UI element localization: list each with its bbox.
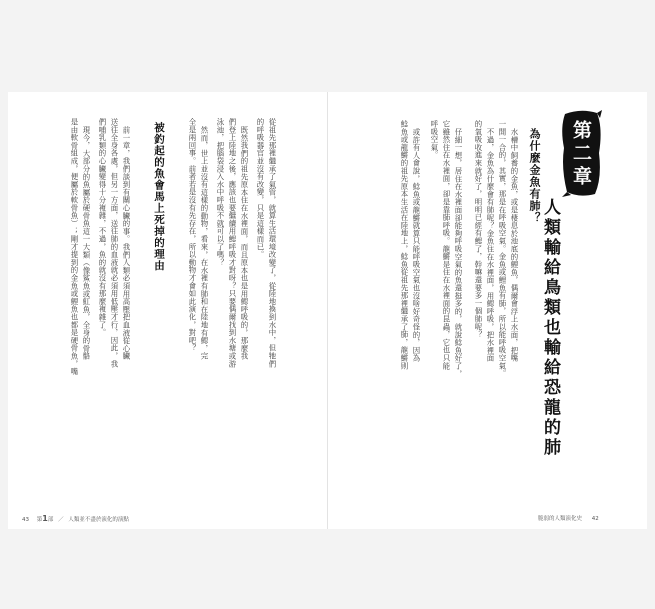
page-number-left: 43 — [22, 517, 29, 523]
page-number-right: 42 — [591, 516, 599, 522]
footer-right-title: 脆弱的人類演化史 — [538, 516, 583, 522]
paragraph-line: 既然我們的祖先原本住在水裡面，而且原本也是用鰓呼吸的，那麼我 — [240, 126, 249, 360]
page-gutter — [327, 92, 328, 529]
footer-left: 43 第1部 ／ 人類並不盡於演化的演點 — [22, 514, 129, 523]
paragraph-line: 前一章，我們談到有關心臟的事。我們人類必須用高壓把血液從心臟 — [122, 126, 131, 360]
paragraph-line: 水槽中飼養的金魚，或是棲息於池底的鯉魚，偶爾會浮上水面，把嘴 — [510, 128, 519, 362]
footer-left-title: 人類並不盡於演化的演點 — [68, 517, 129, 523]
section-heading-lungs: 為什麼金魚有肺？ — [528, 128, 541, 224]
footer-right — [538, 514, 599, 522]
paragraph-line: 不過，金魚為什麼會有肺呢？金魚住在水裡面，用鰓呼吸，把水裡面 — [486, 128, 495, 362]
paragraph-line: 呼吸空氣。 — [430, 120, 439, 159]
chapter-title: 人類輸給鳥類也輸給恐龍的肺 — [540, 198, 560, 458]
paragraph-line: 泳池，把腦袋浸入水中呼吸不就可以了嗎？ — [216, 118, 225, 267]
paragraph-line: 它雖然住在水裡面，卻是靠肺呼吸。龍鱂是住在水裡面的昆蟲，它也只能 — [442, 120, 451, 370]
paragraph-line: 仔細一想，居住在水裡面卻能夠呼吸空氣的魚還挺多的，就說鯰魚好了， — [454, 128, 463, 378]
paragraph-line: 們登上陸地之後，應該也要繼續用鰓呼吸才對呀？只要偶爾找到水塘或游 — [228, 118, 237, 368]
paragraph-line: 送往全身各處，但另一方面，送往肺的血液就必須用低壓才行，因此，我 — [110, 118, 119, 368]
part-prefix: 第 — [36, 517, 43, 523]
paragraph-line: 的氧吸收進來就好了，明明已經有鰓了，幹嘛還要多一個肺呢？ — [474, 120, 483, 339]
chapter-label: 第二章 — [570, 120, 592, 189]
paragraph-line: 現今，大部分的魚屬於硬骨魚這一大類（像鯊魚或魟魚，全身的骨骼 — [82, 126, 91, 360]
paragraph-line: 從祖先那裡繼承了氣管，就算生活環境改變了，從陸地換到水中，但牠們 — [268, 118, 277, 368]
paragraph-line: 的呼吸器官並沒有改變，只是這樣而已。 — [256, 118, 265, 259]
paragraph-line: 全是兩回事。前者若是沒有先存在，所以動物才會如此演化，對吧？ — [188, 118, 197, 352]
paragraph-line: 鯰魚或龍鱂的祖先原本生活在陸地上，鯰魚從祖先那裡繼承了肺，龍鱂則 — [400, 120, 409, 370]
paragraph-line: 是由軟骨組成，便屬於軟骨魚）；剛才提到的金魚或鯉魚也都是硬骨魚，嘴 — [70, 118, 79, 376]
paragraph-line: 然而，世上並沒有這樣的動物，看來，在水裡有肺和在陸地有鰓，完 — [200, 126, 209, 360]
paragraph-line: 或許有人會說，鯰魚或龍鱂就算只能呼吸空氣也沒啥好奇怪的，因為 — [412, 128, 421, 362]
part-number: 1 — [42, 514, 48, 523]
paragraph-line: 們哺乳類的心臟變得十分複雜，不過，魚的就沒有那麼複雜了。 — [98, 118, 107, 337]
paragraph-line: 一開一合的，其實，那是在呼吸空氣。金魚或鯉魚有肺，所以能呼吸空氣。 — [498, 120, 507, 378]
section-heading-fish: 被釣起的魚會馬上死掉的理由 — [153, 122, 165, 272]
part-suffix: 部 — [47, 517, 54, 523]
